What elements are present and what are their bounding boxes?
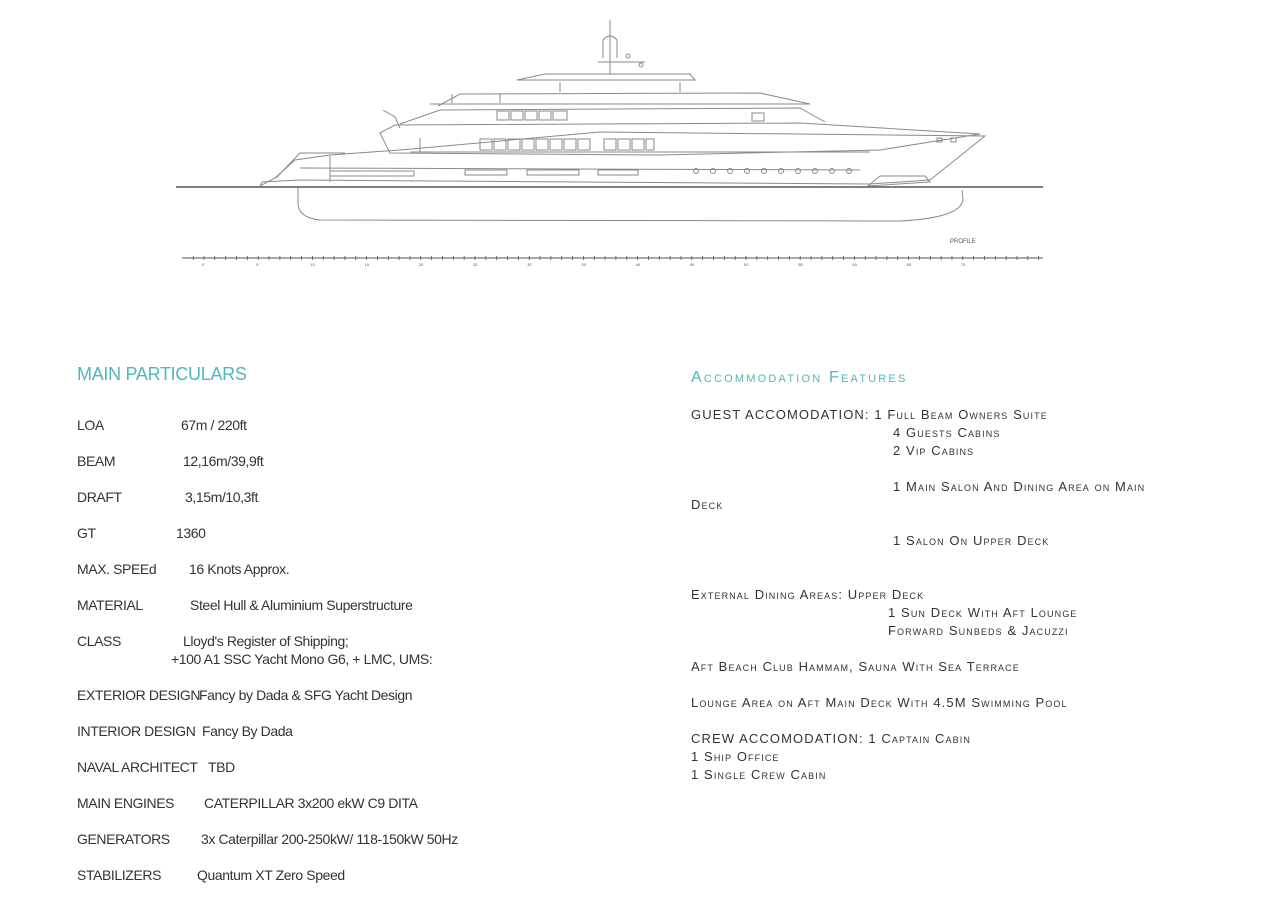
main-deck-windows: [480, 139, 654, 150]
yacht-profile-drawing: [0, 0, 1274, 300]
spec-value: Fancy By Dada: [202, 723, 293, 739]
acc-line: Aft Beach Club Hammam, Sauna With Sea Terrace: [691, 659, 1020, 674]
upper-deck: [400, 108, 825, 124]
ruler-label: 50: [744, 262, 749, 267]
ruler-label: 35: [581, 262, 586, 267]
ruler-label: 20: [418, 262, 424, 267]
ruler-label: 65: [906, 262, 912, 267]
scale-ruler: [182, 256, 1043, 267]
ruler-label: 25: [473, 262, 478, 267]
spec-label: BEAM: [77, 453, 116, 469]
ruler-label: 5: [256, 262, 259, 267]
acc-line: 1 Salon On Upper Deck: [893, 533, 1050, 548]
spec-value: 67m / 220ft: [181, 417, 247, 433]
ruler-label: 45: [689, 262, 695, 267]
main-hull: [260, 132, 985, 186]
acc-line: 1 Single Crew Cabin: [691, 767, 827, 782]
acc-line: Lounge Area on Aft Main Deck With 4.5M Swimming Pool: [691, 695, 1068, 710]
spec-label: INTERIOR DESIGN: [77, 723, 196, 739]
acc-line: 1 Ship Office: [691, 749, 780, 764]
ruler-label: 70: [960, 262, 966, 267]
superstructure-main: [380, 123, 980, 155]
spec-value: TBD: [208, 759, 235, 775]
ruler-label: 40: [635, 262, 641, 267]
yacht-profile-svg: [0, 0, 1274, 300]
hull-line: [300, 168, 860, 170]
spec-label: DRAFT: [77, 489, 122, 505]
ruler-label: 55: [798, 262, 803, 267]
acc-line: 4 Guests Cabins: [893, 425, 1001, 440]
spec-value: Steel Hull & Aluminium Superstructure: [190, 597, 413, 613]
spec-label: STABILIZERS: [77, 867, 162, 883]
acc-line: External Dining Areas: Upper Deck: [691, 587, 925, 602]
hull-underwater: [298, 188, 963, 221]
spec-label: GT: [77, 525, 96, 541]
spec-label: MAX. SPEEd: [77, 561, 157, 577]
acc-line: CREW ACCOMODATION: 1 Captain Cabin: [691, 731, 971, 746]
spec-label: NAVAL ARCHITECT: [77, 759, 198, 775]
profile-label: PROFILE: [950, 239, 976, 245]
spec-label: GENERATORS: [77, 831, 170, 847]
spec-value: 1360: [176, 525, 206, 541]
spec-label: CLASS: [77, 633, 121, 649]
spec-label: MAIN ENGINES: [77, 795, 175, 811]
acc-line: Forward Sunbeds & Jacuzzi: [888, 623, 1069, 638]
acc-line: 2 Vip Cabins: [893, 443, 975, 458]
spec-label: MATERIAL: [77, 597, 143, 613]
acc-line: 1 Main Salon And Dining Area on Main: [893, 479, 1146, 494]
ruler-label: 60: [852, 262, 857, 267]
ruler-label: 15: [364, 262, 370, 267]
acc-line: 1 Sun Deck With Aft Lounge: [888, 605, 1078, 620]
spec-value: CATERPILLAR 3x200 ekW C9 DITA: [204, 795, 418, 811]
acc-line: GUEST ACCOMODATION: 1 Full Beam Owners Suite: [691, 407, 1048, 422]
spec-value: 3,15m/10,3ft: [185, 489, 259, 505]
sun-deck: [517, 74, 695, 80]
acc-line: Deck: [691, 497, 724, 512]
spec-label: EXTERIOR DESIGN: [77, 687, 201, 703]
spec-value: Fancy by Dada & SFG Yacht Design: [199, 687, 413, 703]
spec-value: 16 Knots Approx.: [189, 561, 290, 577]
ruler-label: 10: [310, 262, 315, 267]
upper-deck-windows: [497, 111, 764, 121]
ruler-label: 0: [202, 262, 205, 267]
spec-value: 3x Caterpillar 200-250kW/ 118-150kW 50Hz: [201, 831, 458, 847]
spec-value: Quantum XT Zero Speed: [197, 867, 345, 883]
ruler-label: 30: [527, 262, 532, 267]
spec-value: 12,16m/39,9ft: [183, 453, 264, 469]
spec-value: Lloyd's Register of Shipping;: [183, 633, 349, 649]
spec-label: LOA: [77, 417, 104, 433]
main-particulars-title: MAIN PARTICULARS: [77, 364, 247, 384]
accommodation-features-title: Accommodation Features: [691, 369, 908, 386]
spec-value-continued: +100 A1 SSC Yacht Mono G6, + LMC, UMS:: [171, 651, 433, 667]
